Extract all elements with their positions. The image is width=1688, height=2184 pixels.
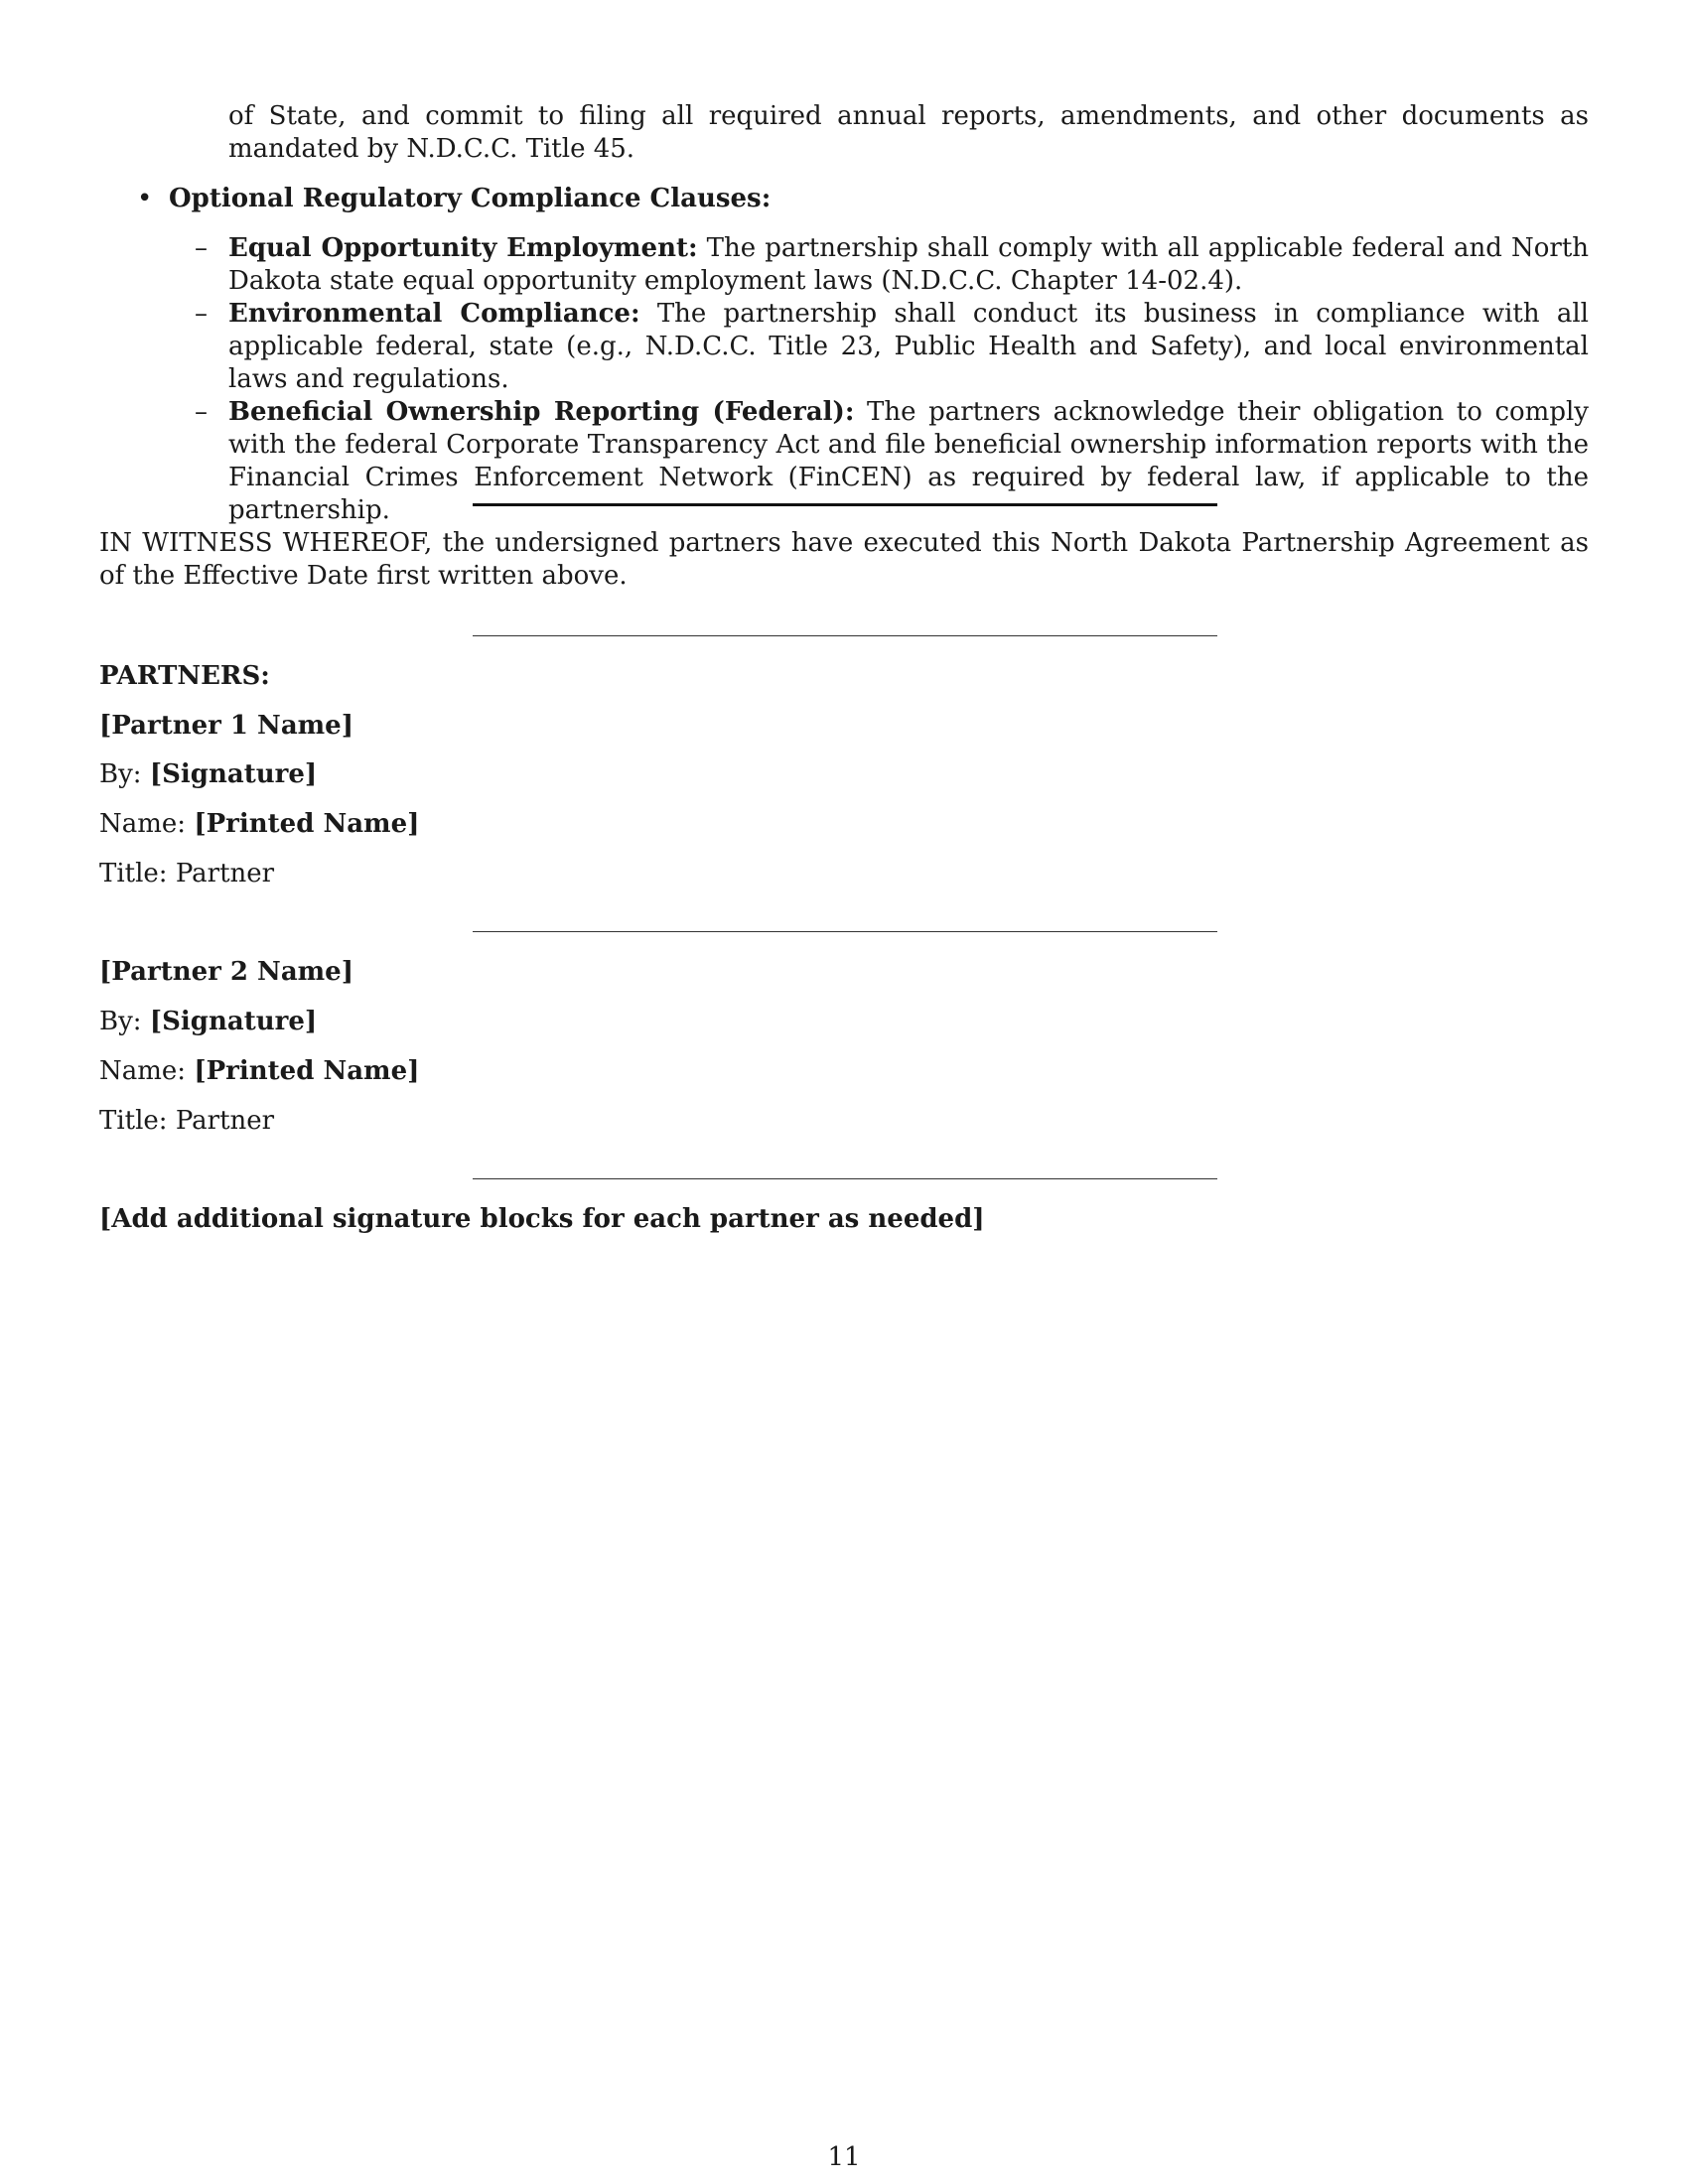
partner-2-title-line: Title: Partner [99, 1106, 275, 1136]
dash-icon: – [195, 299, 208, 329]
bullet-icon: • [137, 184, 153, 213]
section-divider [473, 503, 1217, 506]
optional-clauses-heading: Optional Regulatory Compliance Clauses: [169, 184, 772, 213]
clause-title: Beneficial Ownership Reporting (Federal): [228, 397, 855, 427]
clause-title: Environmental Compliance: [228, 299, 640, 329]
additional-signatures-note: [Add additional signature blocks for each partner as needed] [99, 1204, 985, 1234]
page-number: 11 [827, 2142, 861, 2172]
clause-item [195, 298, 1589, 396]
partner-1-signature-line: By: [Signature] [99, 759, 318, 789]
signature-placeholder: [Signature] [149, 759, 318, 789]
witness-paragraph: IN WITNESS WHEREOF, the undersigned partners have executed this North Dakota Partnership Agreement as of the Effective Date first written above. [99, 528, 1589, 591]
partner-title: Partner [175, 859, 275, 888]
partner-2-signature-line: By: [Signature] [99, 1007, 318, 1036]
continuation-paragraph: of State, and commit to filing all required annual reports, amendments, and other documents as mandated by N.D.C.C. Title 45. [228, 101, 1589, 164]
partner-1-title-line: Title: Partner [99, 859, 275, 888]
partner-2-printed-name-line: Name: [Printed Name] [99, 1056, 420, 1086]
partner-title: Partner [175, 1106, 275, 1136]
signature-divider [473, 635, 1217, 636]
clause-text: The partners acknowledge their obligation to comply with the federal Corporate Transparency Act and file beneficial ownership information reports with the Financial Crimes Enforcement Network (FinCEN) as required by federal law, if applicable to the partnership. [228, 397, 1589, 525]
printed-name-placeholder: [Printed Name] [194, 809, 420, 839]
partner-2-name: [Partner 2 Name] [99, 957, 354, 987]
dash-icon: – [195, 233, 208, 263]
clause-title: Equal Opportunity Employment: [228, 233, 698, 263]
signature-divider [473, 931, 1217, 932]
dash-icon: – [195, 397, 208, 427]
optional-clauses-list [195, 232, 1589, 527]
partner-1-name: [Partner 1 Name] [99, 711, 354, 741]
clause-item [195, 396, 1589, 527]
signature-divider [473, 1178, 1217, 1179]
clause-text: The partnership shall comply with all applicable federal and North Dakota state equal opportunity employment laws (N.D.C.C. Chapter 14-02.4). [228, 233, 1590, 296]
clause-text: The partnership shall conduct its business in compliance with all applicable federal, state (e.g., N.D.C.C. Title 23, Public Health and Safety), and local environmental laws and regulations. [228, 299, 1590, 394]
partners-heading: PARTNERS: [99, 661, 270, 691]
optional-clauses-bullet [137, 183, 771, 215]
partner-1-printed-name-line: Name: [Printed Name] [99, 809, 420, 839]
clause-item [195, 232, 1589, 298]
printed-name-placeholder: [Printed Name] [194, 1056, 420, 1086]
signature-placeholder: [Signature] [149, 1007, 318, 1036]
